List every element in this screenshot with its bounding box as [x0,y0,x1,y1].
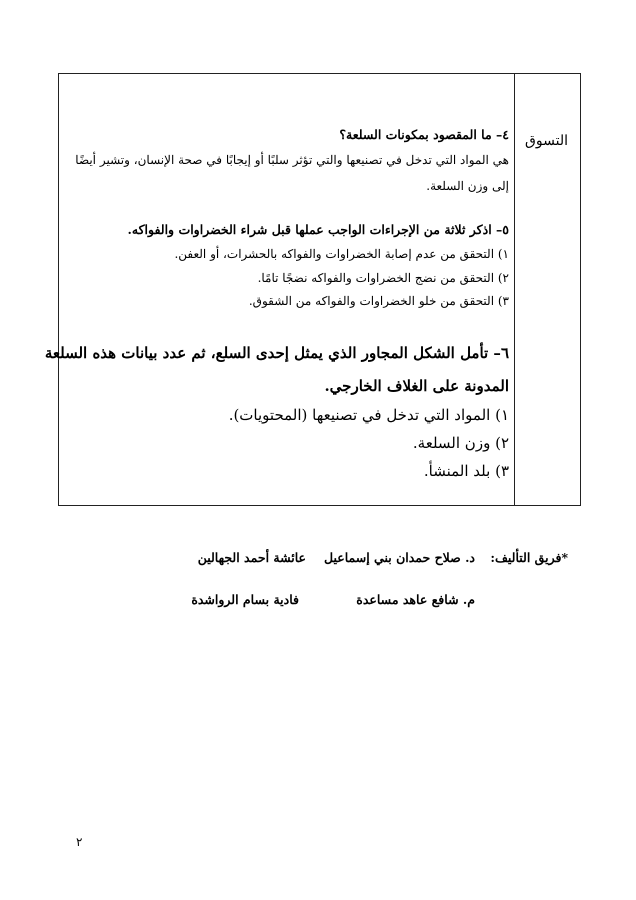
page-number: ٢ [76,835,83,849]
q6-item-3: ٣) بلد المنشأ. [423,462,509,480]
q6-item-2: ٢) وزن السلعة. [412,434,509,452]
q4-answer-line1: هي المواد التي تدخل في تصنيعها والتي تؤثر سلبًا أو إيجابًا في صحة الإنسان، وتشير أيضًا [75,153,509,167]
q4-answer-line2: إلى وزن السلعة. [426,179,509,193]
table-column-divider [514,73,515,506]
authors-label: *فريق التأليف: [490,550,568,565]
q4-title: ٤– ما المقصود بمكونات السلعة؟ [339,127,509,142]
q5-item-2: ٢) التحقق من نضج الخضراوات والفواكه نضجًا تامًا. [257,271,509,285]
q6-title-line2: المدونة على الغلاف الخارجي. [324,377,509,395]
q5-item-1: ١) التحقق من عدم إصابة الخضراوات والفواكه بالحشرات، أو العفن. [174,247,509,261]
q6-title-line1: ٦– تأمل الشكل المجاور الذي يمثل إحدى السلع، ثم عدد بيانات هذه السلعة [44,344,509,362]
author-2: عائشة أحمد الجهالين [197,550,306,565]
q5-title: ٥– اذكر ثلاثة من الإجراءات الواجب عملها قبل شراء الخضراوات والفواكه. [127,222,509,237]
author-3: م. شافع عاهد مساعدة [356,592,475,607]
section-label: التسوق [525,133,568,149]
q6-item-1: ١) المواد التي تدخل في تصنيعها (المحتويات). [228,406,509,424]
author-1: د. صلاح حمدان بني إسماعيل [324,550,475,565]
q5-item-3: ٣) التحقق من خلو الخضراوات والفواكه من الشقوق. [248,294,509,308]
author-4: فادية بسام الرواشدة [191,592,299,607]
